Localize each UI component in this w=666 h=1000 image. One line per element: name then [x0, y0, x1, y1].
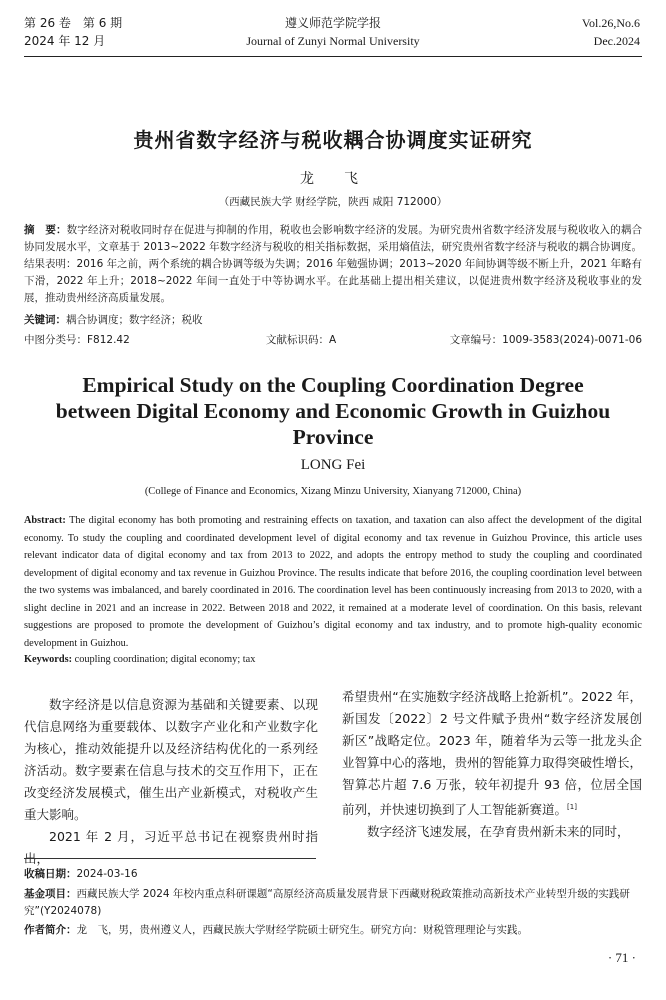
body-paragraph: 2021 年 2 月，习近平总书记在视察贵州时指出， [24, 829, 318, 866]
abstract-en [24, 512, 642, 652]
keywords-cn-text: 耦合协调度；数字经济；税收 [66, 314, 203, 326]
body-paragraph-text: 希望贵州“在实施数字经济战略上抢新机”。2022 年，新国发〔2022〕2 号文件赋予贵州“数字经济发展创新区”战略定位。2023 年，随着华为云等一批龙头企业智算中心的落地，贵州的智能算力取得突破性增长，智算芯片超 7.6 万张，较年初提升 93 倍，位居全国前列，并快速切换到了人工智能新赛道。 [342, 689, 643, 818]
article-title-cn: 贵州省数字经济与税收耦合协调度实证研究 [133, 128, 533, 152]
issue-date-en: Dec.2024 [593, 34, 640, 48]
abstract-cn-label: 摘 要： [24, 224, 67, 236]
abstract-cn-text: 数字经济对税收同时存在促进与抑制的作用，税收也会影响数字经济的发展。为研究贵州省数字经济发展与税收收入的耦合协同发展水平，文章基于 2013~2022 年数字经济与税收的相关指标数据，采用熵值法，研究贵州省数字经济与税收的耦合协调度。结果表明：2016 年之前，两个系统的耦合协调等级为失调；2016 年勉强协调；2013~2020 年间协调等级不断上升，2021 年略有下滑，2022 年上升；2018~2022 年间一直处于中等协调水平。在此基础上提出相关建议，以促进贵州数字经济及税收事业的发展，推动贵州经济高质量发展。 [24, 224, 643, 304]
body-paragraph: 数字经济飞速发展，在孕育贵州新未来的同时， [367, 824, 630, 840]
body-column-right [342, 686, 642, 843]
journal-name-en: Journal of Zunyi Normal University [246, 34, 420, 48]
body-column-left [24, 694, 318, 870]
keywords-en-text: coupling coordination; digital economy; tax [72, 654, 256, 665]
article-title-en [0, 372, 666, 450]
affiliation-cn: （西藏民族大学 财经学院，陕西 咸阳 712000） [218, 196, 448, 208]
footnote-author [24, 922, 642, 939]
fund-text: 西藏民族大学 2024 年校内重点科研课题“高原经济高质量发展背景下西藏财税政策推动高新技术产业转型升级的实践研究”(Y2024078) [24, 888, 630, 917]
author-bio-label: 作者简介： [24, 924, 77, 936]
page-number: · 71 · [607, 950, 636, 965]
article-number: 文章编号：1009-3583(2024)-0071-06 [449, 334, 642, 346]
footnote-received [24, 866, 642, 883]
volume-issue-cn: 第 26 卷 第 6 期 [24, 16, 123, 30]
volume-issue-en: Vol.26,No.6 [581, 16, 640, 30]
body-paragraph [342, 686, 642, 821]
document-code: 文献标识码：A [266, 334, 337, 346]
author-name-cn: 龙 飞 [300, 171, 366, 187]
abstract-en-text: The digital economy has both promoting and restraining effects on taxation, and taxation can also affect the development of the digital economy. To study the coupling and coordinated development level of digital economy and tax revenue in Guizhou Province, this article uses relevant indicator data of digital economy and tax from 2013 to 2022, and adopts the entropy method to study the coupling and coordinated development of digital economy and tax revenue in Guizhou Province. The results indicate that before 2016, the coupling coordination level between the two systems was imbalanced, and barely coordinated in 2016. The coordination level has been continuously increasing from 2013 to 2020, with a slight decline in 2021 and an increase in 2022. Between 2018 and 2022, it remained at a moderate level of coordination. On this basis, relevant suggestions are proposed to promote the development of Guizhou’s digital economy and tax industry, and to promote high-quality economic development in Guizhou. [24, 515, 642, 649]
journal-name-cn: 遵义师范学院学报 [284, 16, 381, 30]
keywords-en-label: Keywords: [24, 654, 73, 665]
author-bio-text: 龙 飞，男，贵州遵义人，西藏民族大学财经学院硕士研究生。研究方向：财税管理理论与实践。 [76, 924, 528, 936]
keywords-en [24, 651, 642, 669]
author-name-en: LONG Fei [300, 457, 366, 473]
reference-marker[interactable]: [1] [567, 803, 577, 811]
footnote-divider [24, 858, 316, 859]
clc-number: 中图分类号：F812.42 [24, 334, 130, 346]
footnote-fund [24, 886, 642, 920]
classification-row [24, 332, 642, 348]
issue-date-cn: 2024 年 12 月 [24, 34, 106, 48]
affiliation-en: (College of Finance and Economics, Xizang Minzu University, Xianyang 712000, China) [144, 486, 522, 497]
abstract-en-label: Abstract: [24, 515, 66, 526]
received-date: 2024-03-16 [76, 868, 138, 880]
body-paragraph: 数字经济是以信息资源为基础和关键要素、以现代信息网络为重要载体、以数字产业化和产业数字化为核心，推动效能提升以及经济结构优化的一系列经济活动。数字要素在信息与技术的交互作用下，正在改变经济发展模式，催生出产业新模式，对税收产生重大影响。 [24, 697, 318, 822]
running-header-center [0, 14, 666, 50]
keywords-cn-label: 关键词： [24, 314, 66, 326]
received-label: 收稿日期： [24, 868, 77, 880]
fund-label: 基金项目： [24, 888, 77, 900]
article-title-en-text: Empirical Study on the Coupling Coordination Degree between Digital Economy and Economic Growth in Guizhou Province [55, 373, 611, 449]
header-divider [24, 56, 642, 57]
running-header-right [582, 14, 640, 50]
abstract-cn [24, 222, 642, 307]
keywords-cn [24, 312, 642, 329]
